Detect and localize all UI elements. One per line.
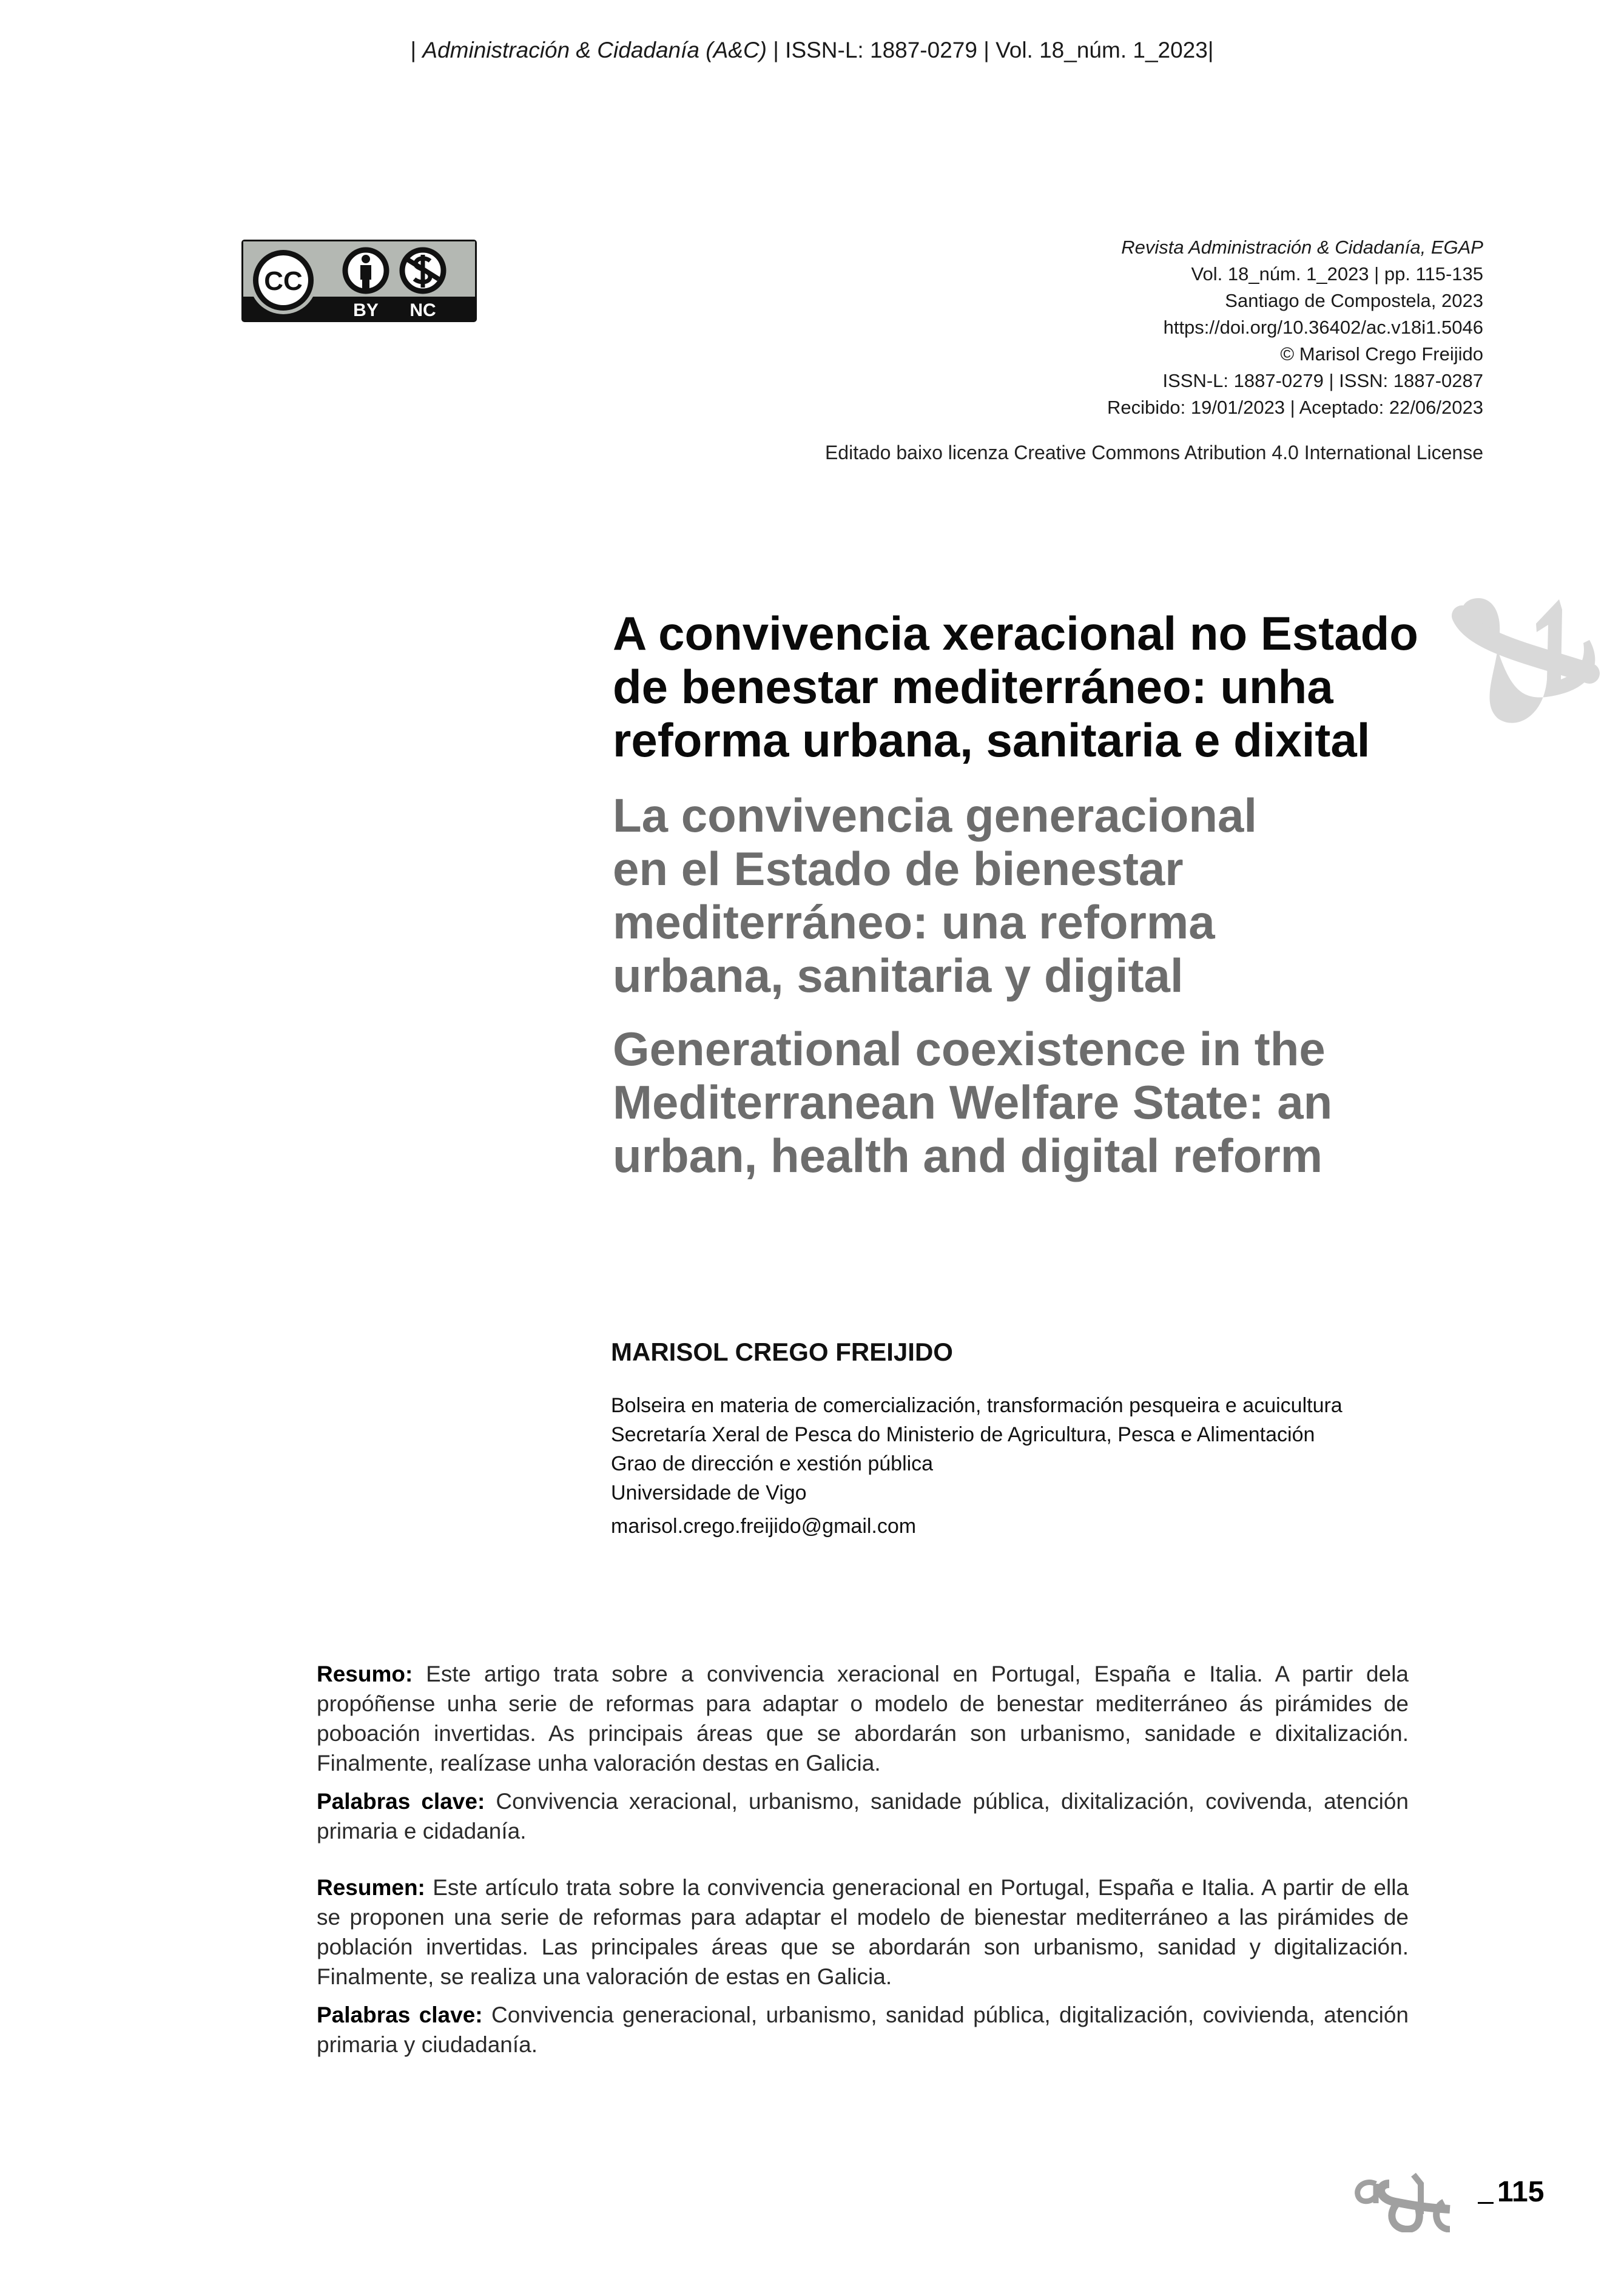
running-header: | Administración & Cidadanía (A&C) | ISSN-L: 1887-0279 | Vol. 18_núm. 1_2023| xyxy=(410,38,1214,62)
page-number: 115 xyxy=(1497,2176,1545,2208)
keywords-spanish xyxy=(317,2000,1409,2059)
abstract-galician-label: Resumo: xyxy=(317,1662,413,1686)
abstract-spanish-label: Resumen: xyxy=(317,1875,425,1900)
keywords-galician-label: Palabras clave: xyxy=(317,1789,485,1814)
header-issn: ISSN-L: 1887-0279 xyxy=(785,38,977,62)
title-galician-line: A convivencia xeracional no Estado xyxy=(613,607,1418,660)
meta-copyright: © Marisol Crego Freijido xyxy=(1280,343,1483,365)
ac-journal-logo-icon xyxy=(1353,2166,1474,2232)
title-spanish-line: mediterráneo: una reforma xyxy=(613,895,1215,949)
title-galician-line: reforma urbana, sanitaria e dixital xyxy=(613,713,1370,767)
ampersand-watermark-icon xyxy=(1438,582,1614,734)
affiliation-line: Grao de dirección e xestión pública xyxy=(611,1452,934,1475)
affiliation-line: Universidade de Vigo xyxy=(611,1481,807,1504)
by-label: BY xyxy=(353,300,379,320)
cc-label: CC xyxy=(264,266,303,296)
header-volume: Vol. 18_núm. 1_2023 xyxy=(996,38,1208,62)
meta-issn: ISSN-L: 1887-0279 | ISSN: 1887-0287 xyxy=(1162,370,1483,391)
abstract-spanish xyxy=(317,1873,1409,1992)
title-english-line: Mediterranean Welfare State: an xyxy=(613,1076,1333,1129)
abstract-spanish-text: Este artículo trata sobre la convivencia generacional en Portugal, España e Italia. A partir de ella se proponen una serie de reformas para adaptar el modelo de bienestar mediterráneo a las pirámides de población invertidas. Las principales áreas que se abordarán son urbanismo, sanidad y digitalización. Finalmente, se realiza una valoración de estas en Galicia. xyxy=(317,1875,1409,1989)
title-spanish-line: en el Estado de bienestar xyxy=(613,842,1184,895)
title-english xyxy=(613,1022,1438,1182)
title-english-line: Generational coexistence in the xyxy=(613,1022,1326,1076)
abstract-galician-text: Este artigo trata sobre a convivencia xeracional en Portugal, España e Italia. A partir dela propóñense unha serie de reformas para adaptar o modelo de benestar mediterráneo ás pirámides de poboación invertidas. As principais áreas que se abordarán son urbanismo, sanidade e dixitalización. Finalmente, realízase unha valoración destas en Galicia. xyxy=(317,1662,1409,1776)
title-galician-line: de benestar mediterráneo: unha xyxy=(613,660,1333,713)
keywords-galician-text: Convivencia xeracional, urbanismo, sanidade pública, dixitalización, covivenda, atención primaria e cidadanía. xyxy=(317,1789,1409,1843)
page-number-underscore xyxy=(1478,2202,1494,2204)
author-affiliation xyxy=(611,1391,1343,1507)
title-galician xyxy=(613,607,1438,767)
keywords-spanish-label: Palabras clave: xyxy=(317,2002,483,2027)
keywords-galician xyxy=(317,1786,1409,1846)
keywords-spanish-text: Convivencia generacional, urbanismo, sanidad pública, digitalización, covivienda, atención primaria y ciudadanía. xyxy=(317,2002,1409,2057)
title-spanish-line: La convivencia generacional xyxy=(613,789,1258,842)
affiliation-line: Bolseira en materia de comercialización, transformación pesqueira e acuicultura xyxy=(611,1394,1343,1417)
by-attribution-icon xyxy=(345,250,386,291)
abstract-galician xyxy=(317,1659,1409,1778)
meta-place: Santiago de Compostela, 2023 xyxy=(1225,290,1483,311)
title-spanish-line: urbana, sanitaria y digital xyxy=(613,949,1184,1002)
meta-issue: Vol. 18_núm. 1_2023 | pp. 115-135 xyxy=(1191,263,1483,285)
abstracts-section xyxy=(317,1659,1409,2059)
meta-doi-link[interactable]: https://doi.org/10.36402/ac.v18i1.5046 xyxy=(1163,317,1483,338)
license-statement: Editado baixo licenza Creative Commons Atribution 4.0 International License xyxy=(824,442,1483,463)
affiliation-line: Secretaría Xeral de Pesca do Ministerio de Agricultura, Pesca e Alimentación xyxy=(611,1423,1315,1446)
nc-noncommercial-icon xyxy=(402,250,443,291)
nc-label: NC xyxy=(409,300,436,320)
author-name: MARISOL CREGO FREIJIDO xyxy=(611,1338,953,1366)
title-english-line: urban, health and digital reform xyxy=(613,1129,1323,1182)
cc-by-nc-license-badge[interactable] xyxy=(241,239,477,323)
author-email-link[interactable]: marisol.crego.freijido@gmail.com xyxy=(611,1515,917,1538)
meta-dates: Recibido: 19/01/2023 | Aceptado: 22/06/2023 xyxy=(1107,397,1483,418)
title-spanish xyxy=(613,789,1438,1002)
article-metadata xyxy=(1107,234,1483,421)
meta-journal: Revista Administración & Cidadanía, EGAP xyxy=(1121,237,1483,258)
header-journal: Administración & Cidadanía (A&C) xyxy=(422,38,767,62)
